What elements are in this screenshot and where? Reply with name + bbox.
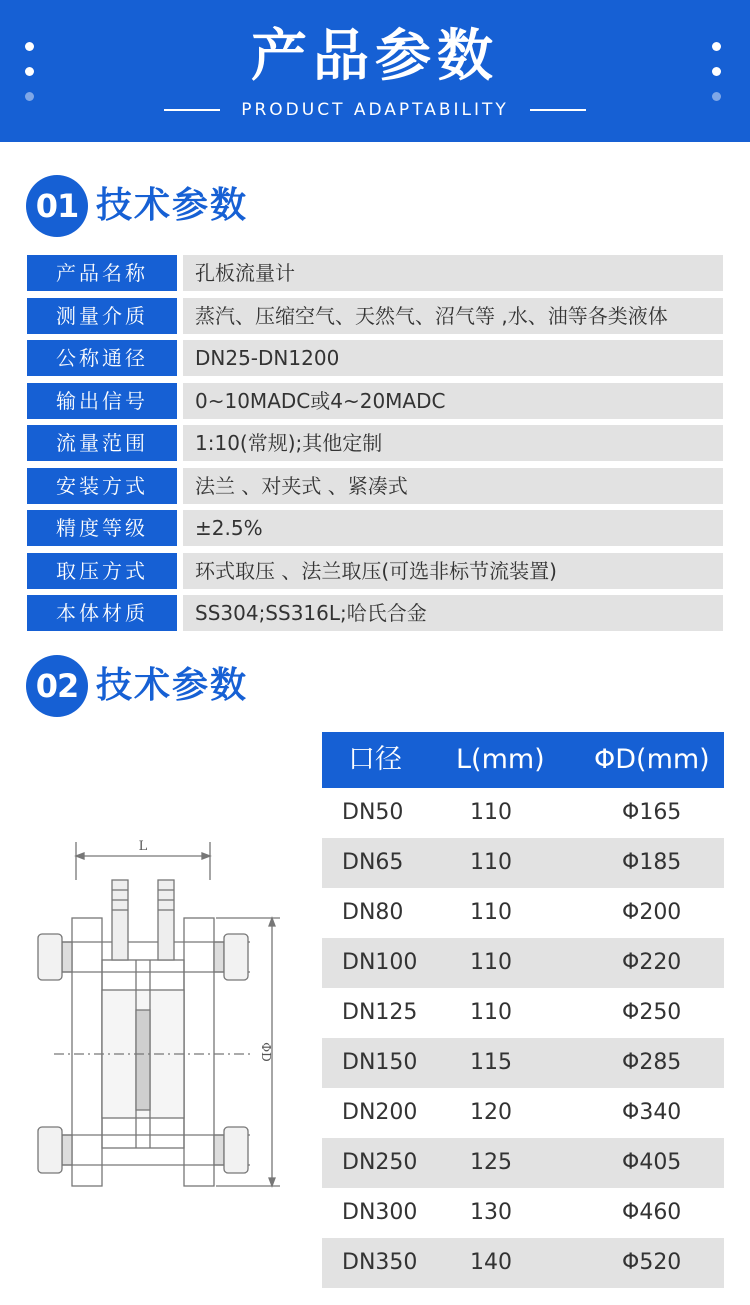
table-row [322, 988, 724, 1038]
section-title: 技术参数 [96, 665, 249, 706]
section-number-badge: 01 [26, 175, 88, 237]
flowmeter-technical-drawing [24, 830, 289, 1210]
header-cell: ΦD(mm) [594, 744, 710, 775]
table-cell: 125 [470, 1150, 512, 1175]
spec-value: 环式取压 、法兰取压(可选非标节流装置) [183, 553, 723, 589]
header-cell: L(mm) [456, 744, 545, 775]
spec-value: SS304;SS316L;哈氏合金 [183, 595, 723, 631]
section-number-badge: 02 [26, 655, 88, 717]
table-cell: Φ165 [622, 800, 682, 825]
table-row [322, 938, 724, 988]
table-row [322, 1088, 724, 1138]
table-cell: DN300 [342, 1200, 418, 1225]
table-cell: 110 [470, 1000, 512, 1025]
table-cell: Φ200 [622, 900, 682, 925]
spec-key: 安装方式 [27, 468, 177, 504]
spec-row [27, 468, 723, 504]
table-cell: DN250 [342, 1150, 418, 1175]
spec-row [27, 383, 723, 419]
section-heading-2 [26, 655, 426, 719]
spec-row [27, 425, 723, 461]
subtitle-rule-right [530, 109, 586, 111]
page-title: 产品参数 [251, 24, 499, 89]
section-title: 技术参数 [96, 185, 249, 226]
table-cell: 140 [470, 1250, 512, 1275]
section-heading-1 [26, 175, 426, 239]
spec-row [27, 255, 723, 291]
length-dimension-label: L [138, 839, 148, 854]
spec-key: 流量范围 [27, 425, 177, 461]
table-cell: 110 [470, 950, 512, 975]
spec-value: 蒸汽、压缩空气、天然气、沼气等 ,水、油等各类液体 [183, 298, 723, 334]
table-cell: 110 [470, 850, 512, 875]
table-cell: Φ250 [622, 1000, 682, 1025]
spec-row [27, 595, 723, 631]
spec-table [27, 255, 723, 638]
table-cell: 115 [470, 1050, 512, 1075]
spec-value: DN25-DN1200 [183, 340, 723, 376]
table-row [322, 1038, 724, 1088]
table-cell: Φ340 [622, 1100, 682, 1125]
table-cell: 110 [470, 800, 512, 825]
table-cell: DN350 [342, 1250, 418, 1275]
spec-value: 1:10(常规);其他定制 [183, 425, 723, 461]
spec-key: 精度等级 [27, 510, 177, 546]
table-cell: Φ520 [622, 1250, 682, 1275]
spec-key: 本体材质 [27, 595, 177, 631]
diameter-dimension-label: ΦD [259, 1042, 273, 1062]
spec-value: ±2.5% [183, 510, 723, 546]
table-row [322, 888, 724, 938]
page-subtitle: PRODUCT ADAPTABILITY [241, 100, 509, 120]
table-row [322, 1138, 724, 1188]
table-cell: 110 [470, 900, 512, 925]
table-cell: Φ185 [622, 850, 682, 875]
table-header [322, 732, 724, 788]
dimension-table [322, 732, 724, 1288]
spec-row [27, 510, 723, 546]
table-cell: DN125 [342, 1000, 418, 1025]
table-cell: DN150 [342, 1050, 418, 1075]
table-cell: DN65 [342, 850, 404, 875]
table-cell: DN80 [342, 900, 404, 925]
table-cell: DN50 [342, 800, 404, 825]
table-cell: Φ460 [622, 1200, 682, 1225]
spec-key: 取压方式 [27, 553, 177, 589]
spec-row [27, 298, 723, 334]
table-cell: Φ285 [622, 1050, 682, 1075]
spec-key: 输出信号 [27, 383, 177, 419]
table-cell: 120 [470, 1100, 512, 1125]
table-row [322, 788, 724, 838]
table-cell: 130 [470, 1200, 512, 1225]
table-cell: DN200 [342, 1100, 418, 1125]
table-row [322, 1238, 724, 1288]
table-cell: Φ220 [622, 950, 682, 975]
spec-value: 孔板流量计 [183, 255, 723, 291]
spec-key: 产品名称 [27, 255, 177, 291]
spec-row [27, 340, 723, 376]
spec-value: 法兰 、对夹式 、紧凑式 [183, 468, 723, 504]
spec-key: 公称通径 [27, 340, 177, 376]
table-cell: DN100 [342, 950, 418, 975]
spec-row [27, 553, 723, 589]
table-row [322, 838, 724, 888]
spec-value: 0~10MADC或4~20MADC [183, 383, 723, 419]
table-row [322, 1188, 724, 1238]
header-cell: 口径 [348, 744, 402, 775]
spec-key: 测量介质 [27, 298, 177, 334]
table-cell: Φ405 [622, 1150, 682, 1175]
header-banner [0, 0, 750, 142]
